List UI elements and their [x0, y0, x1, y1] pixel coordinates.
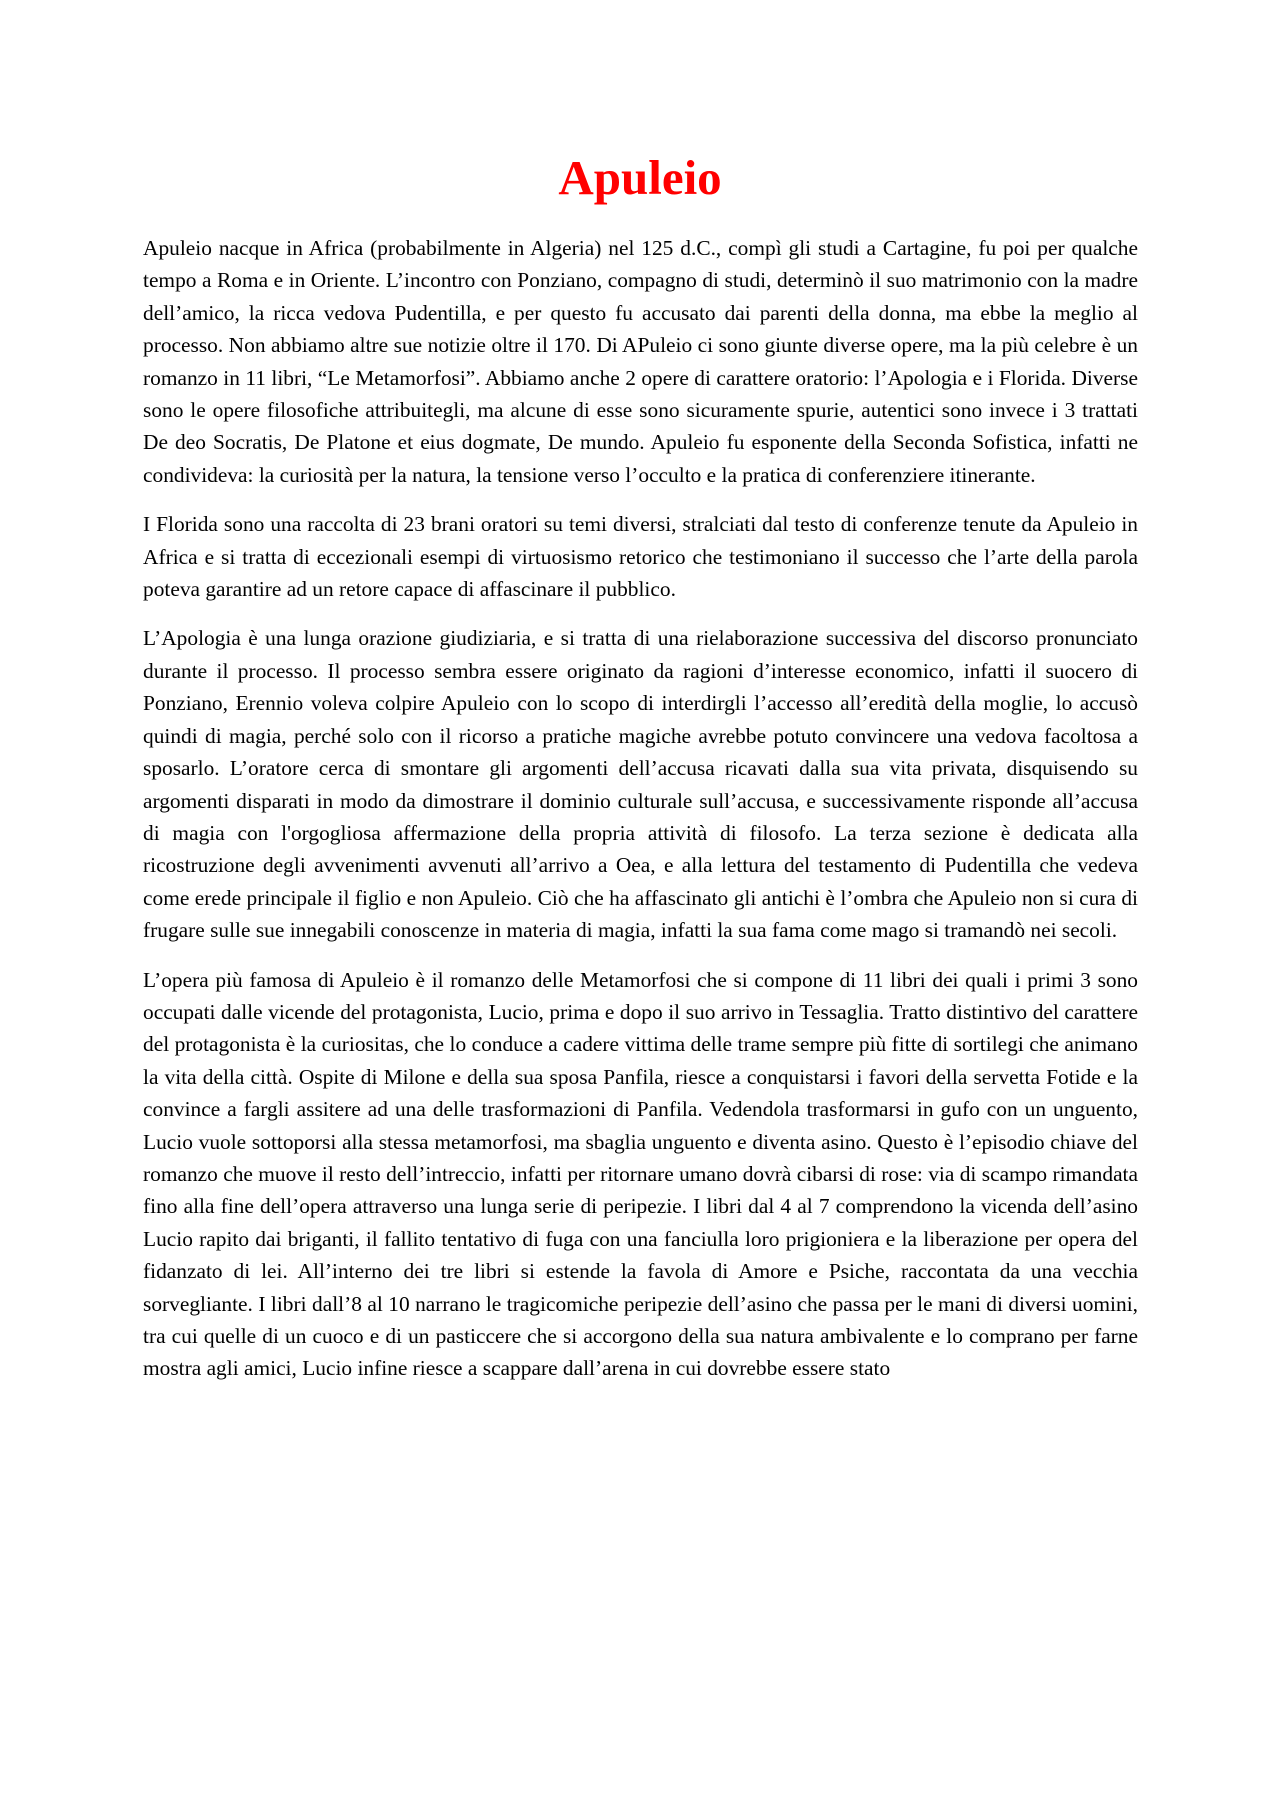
paragraph-apologia: L’Apologia è una lunga orazione giudiziaria, e si tratta di una rielaborazione successiva del discorso pronunciato durante il processo. Il processo sembra essere originato da ragioni d’interesse economico, infatti il suocero di Ponziano, Erennio voleva colpire Apuleio con lo scopo di interdirgli l’accesso all’eredità della moglie, lo accusò quindi di magia, perché solo con il ricorso a pratiche magiche avrebbe potuto convincere una vedova facoltosa a sposarlo. L’oratore cerca di smontare gli argomenti dell’accusa ricavati dalla sua vita privata, disquisendo su argomenti disparati in modo da dimostrare il dominio culturale sull’accusa, e successivamente risponde all’accusa di magia con l'orgogliosa affermazione della propria attività di filosofo. La terza sezione è dedicata alla ricostruzione degli avvenimenti avvenuti all’arrivo a Oea, e alla lettura del testamento di Pudentilla che vedeva come erede principale il figlio e non Apuleio. Ciò che ha affascinato gli antichi è l’ombra che Apuleio non si cura di frugare sulle sue innegabili conoscenze in materia di magia, infatti la sua fama come mago si tramandò nei secoli. [143, 626, 1138, 943]
document-body [143, 232, 1138, 1402]
paragraph-florida: I Florida sono una raccolta di 23 brani oratori su temi diversi, stralciati dal testo di conferenze tenute da Apuleio in Africa e si tratta di eccezionali esempi di virtuosismo retorico che testimoniano il successo che l’arte della parola poteva garantire ad un retore capace di affascinare il pubblico. [143, 512, 1138, 602]
paragraph-biography: Apuleio nacque in Africa (probabilmente in Algeria) nel 125 d.C., compì gli studi a Cartagine, fu poi per qualche tempo a Roma e in Oriente. L’incontro con Ponziano, compagno di studi, determinò il suo matrimonio con la madre dell’amico, la ricca vedova Pudentilla, e per questo fu accusato dai parenti della donna, ma ebbe la meglio al processo. Non abbiamo altre sue notizie oltre il 170. Di APuleio ci sono giunte diverse opere, ma la più celebre è un romanzo in 11 libri, “Le Metamorfosi”. Abbiamo anche 2 opere di carattere oratorio: l’Apologia e i Florida. Diverse sono le opere filosofiche attribuitegli, ma alcune di esse sono sicuramente spurie, autentici sono invece i 3 trattati De deo Socratis, De Platone et eius dogmate, De mundo. Apuleio fu esponente della Seconda Sofistica, infatti ne condivideva: la curiosità per la natura, la tensione verso l’occulto e la pratica di conferenziere itinerante. [143, 236, 1138, 487]
paragraph-metamorfosi: L’opera più famosa di Apuleio è il romanzo delle Metamorfosi che si compone di 11 libri dei quali i primi 3 sono occupati dalle vicende del protagonista, Lucio, prima e dopo il suo arrivo in Tessaglia. Tratto distintivo del carattere del protagonista è la curiositas, che lo conduce a cadere vittima delle trame sempre più fitte di sortilegi che animano la vita della città. Ospite di Milone e della sua sposa Panfila, riesce a conquistarsi i favori della servetta Fotide e la convince a fargli assitere ad una delle trasformazioni di Panfila. Vedendola trasformarsi in gufo con un unguento, Lucio vuole sottoporsi alla stessa metamorfosi, ma sbaglia unguento e diventa asino. Questo è l’episodio chiave del romanzo che muove il resto dell’intreccio, infatti per ritornare umano dovrà cibarsi di rose: via di scampo rimandata fino alla fine dell’opera attraverso una lunga serie di peripezie. I libri dal 4 al 7 comprendono la vicenda dell’asino Lucio rapito dai briganti, il fallito tentativo di fuga con una fanciulla loro prigioniera e la liberazione per opera del fidanzato di lei. All’interno dei tre libri si estende la favola di Amore e Psiche, raccontata da una vecchia sorvegliante. I libri dall’8 al 10 narrano le tragicomiche peripezie dell’asino che passa per le mani di diversi uomini, tra cui quelle di un cuoco e di un pasticcere che si accorgono della sua natura ambivalente e lo comprano per farne mostra agli amici, Lucio infine riesce a scappare dall’arena in cui dovrebbe essere stato [143, 967, 1138, 1381]
page-title: Apuleio [558, 150, 722, 205]
